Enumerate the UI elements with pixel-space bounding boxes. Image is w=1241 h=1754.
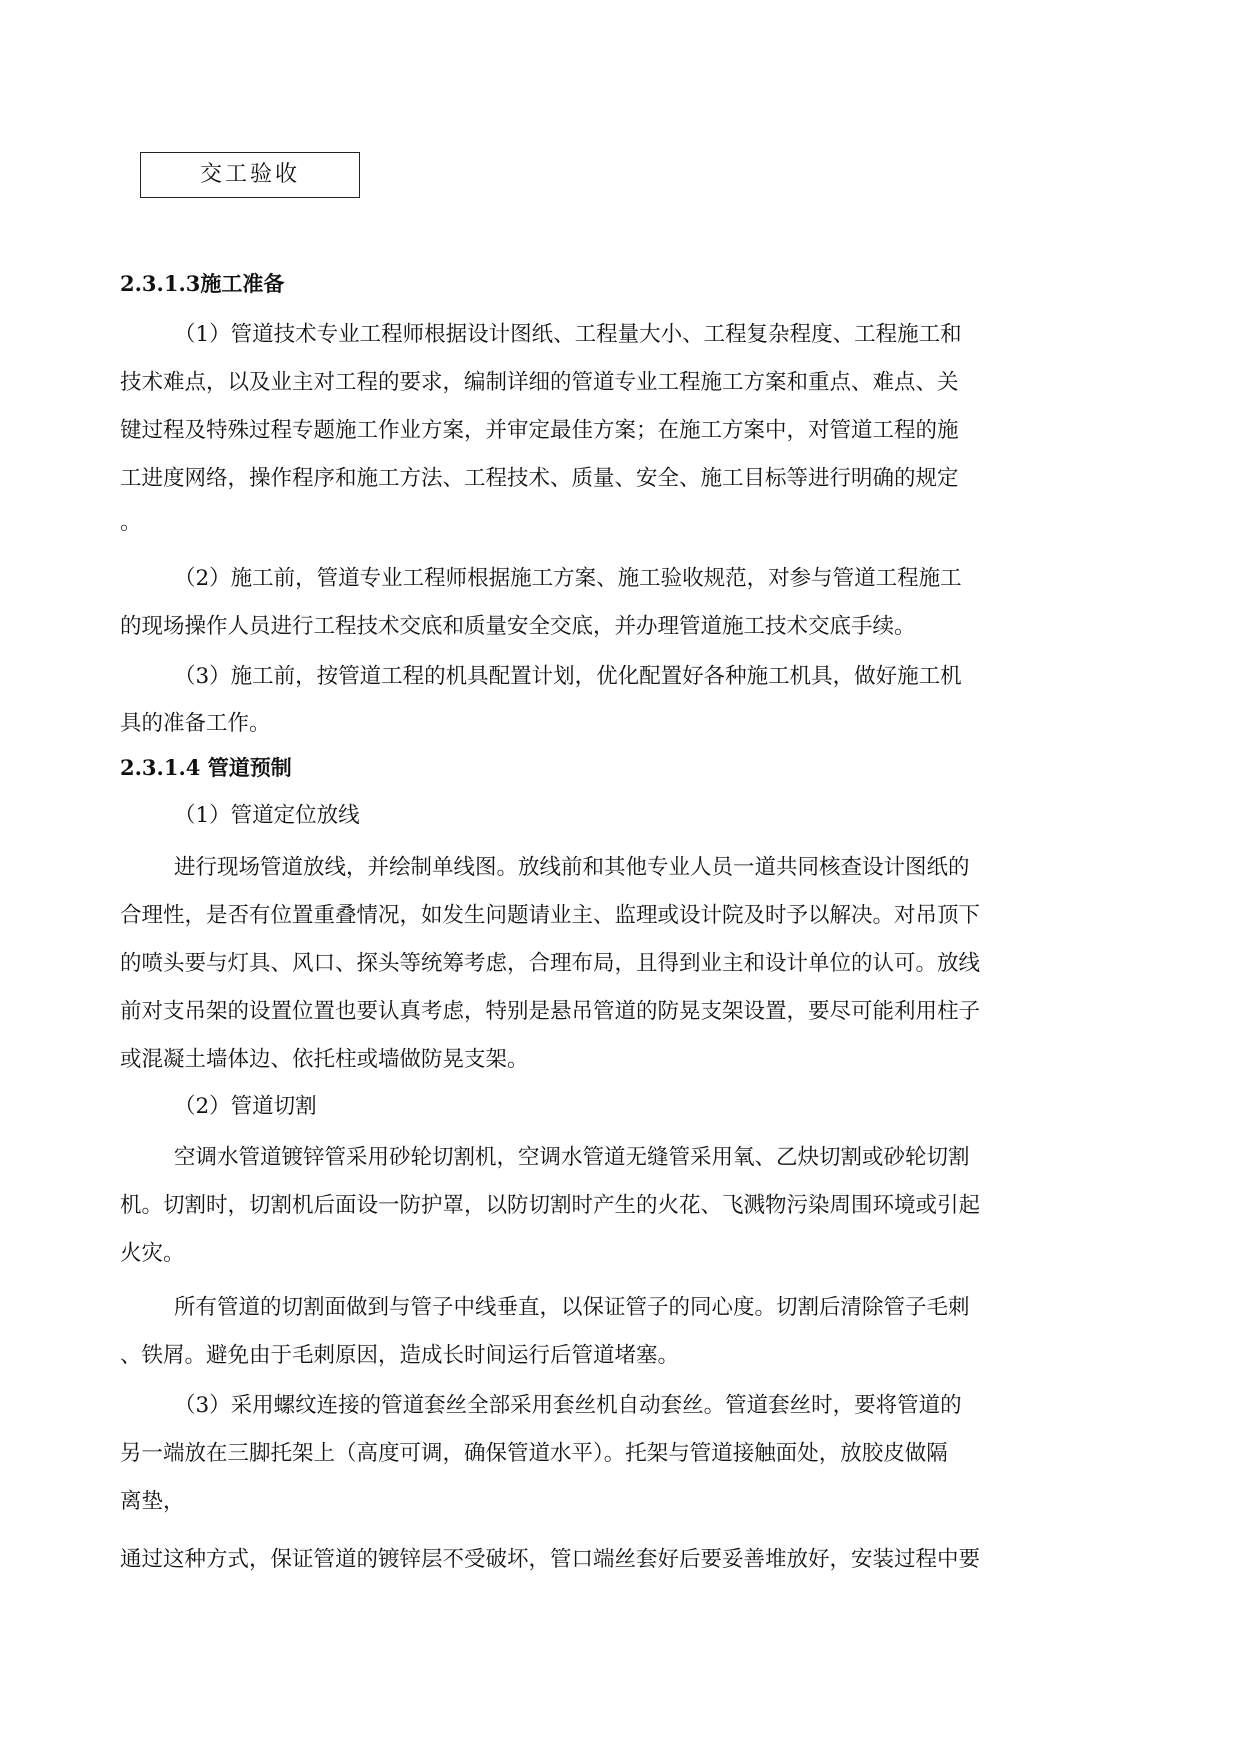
paragraph-line: 空调水管道镀锌管采用砂轮切割机，空调水管道无缝管采用氧、乙炔切割或砂轮切割 xyxy=(174,1145,970,1170)
paragraph-line: 。 xyxy=(120,510,142,535)
paragraph-line: 的喷头要与灯具、风口、探头等统筹考虑，合理布局，且得到业主和设计单位的认可。放线 xyxy=(120,951,981,976)
paragraph-line: 或混凝土墙体边、依托柱或墙做防晃支架。 xyxy=(120,1047,529,1072)
paragraph-line: 离垫， xyxy=(120,1489,185,1514)
paragraph-line: 、铁屑。避免由于毛刺原因，造成长时间运行后管道堵塞。 xyxy=(120,1343,680,1368)
paragraph-line: 通过这种方式，保证管道的镀锌层不受破坏，管口端丝套好后要妥善堆放好，安装过程中要 xyxy=(120,1547,981,1572)
paragraph-line: 的现场操作人员进行工程技术交底和质量安全交底，并办理管道施工技术交底手续。 xyxy=(120,614,916,639)
paragraph-line: 具的准备工作。 xyxy=(120,711,271,736)
paragraph-line: （2）施工前，管道专业工程师根据施工方案、施工验收规范，对参与管道工程施工 xyxy=(174,566,962,591)
paragraph-line: 机。切割时，切割机后面设一防护罩，以防切割时产生的火花、飞溅物污染周围环境或引起 xyxy=(120,1193,981,1218)
flowchart-box-handover-acceptance: 交工验收 xyxy=(140,152,360,198)
paragraph-line: （1）管道定位放线 xyxy=(174,803,360,828)
paragraph-line: 合理性，是否有位置重叠情况，如发生问题请业主、监理或设计院及时予以解决。对吊顶下 xyxy=(120,903,981,928)
paragraph-line: （2）管道切割 xyxy=(174,1094,317,1119)
paragraph-line: 火灾。 xyxy=(120,1241,185,1266)
paragraph-line: 所有管道的切割面做到与管子中线垂直，以保证管子的同心度。切割后清除管子毛刺 xyxy=(174,1295,970,1320)
section-heading-construction-preparation: 2.3.1.3施工准备 xyxy=(120,271,285,296)
paragraph-line: 进行现场管道放线，并绘制单线图。放线前和其他专业人员一道共同核查设计图纸的 xyxy=(174,855,970,880)
paragraph-line: （1）管道技术专业工程师根据设计图纸、工程量大小、工程复杂程度、工程施工和 xyxy=(174,322,962,347)
paragraph-line: 键过程及特殊过程专题施工作业方案，并审定最佳方案；在施工方案中，对管道工程的施 xyxy=(120,418,959,443)
paragraph-line: 技术难点，以及业主对工程的要求，编制详细的管道专业工程施工方案和重点、难点、关 xyxy=(120,370,959,395)
paragraph-line: 前对支吊架的设置位置也要认真考虑，特别是悬吊管道的防晃支架设置，要尽可能利用柱子 xyxy=(120,999,981,1024)
section-heading-pipe-prefabrication: 2.3.1.4 管道预制 xyxy=(120,755,292,780)
paragraph-line: （3）施工前，按管道工程的机具配置计划，优化配置好各种施工机具，做好施工机 xyxy=(174,664,962,689)
paragraph-line: 工进度网络，操作程序和施工方法、工程技术、质量、安全、施工目标等进行明确的规定 xyxy=(120,466,959,491)
paragraph-line: 另一端放在三脚托架上（高度可调，确保管道水平）。托架与管道接触面处，放胶皮做隔 xyxy=(120,1441,948,1466)
paragraph-line: （3）采用螺纹连接的管道套丝全部采用套丝机自动套丝。管道套丝时，要将管道的 xyxy=(174,1393,962,1418)
